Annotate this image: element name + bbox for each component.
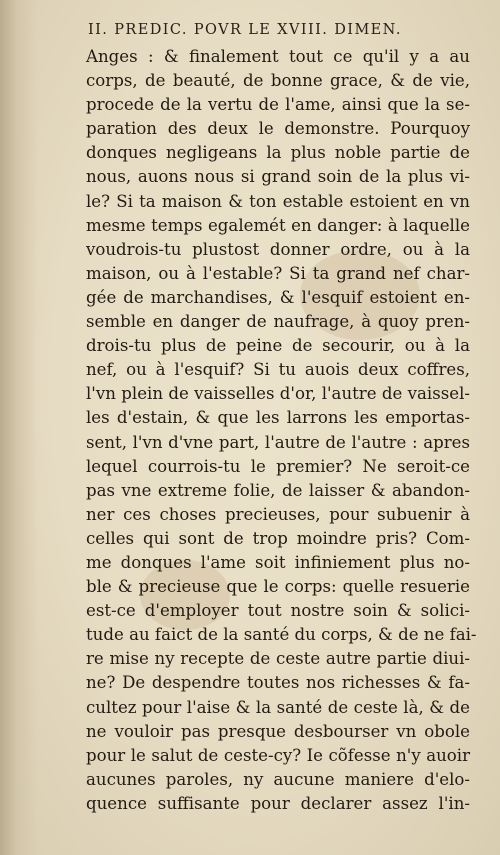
text-line: mesme temps egalemét en danger: à laquelle xyxy=(86,215,470,235)
text-line: re mise ny recepte de ceste autre partie diui- xyxy=(86,649,470,669)
page-body-text xyxy=(86,45,477,816)
text-line: lequel courrois-tu le premier? Ne seroit-ce xyxy=(86,456,470,476)
page-gutter-shadow xyxy=(0,0,38,855)
text-line: procede de la vertu de l'ame, ainsi que la se- xyxy=(86,95,470,115)
text-line: semble en danger de naufrage, à quoy pren- xyxy=(86,312,470,332)
running-header: II. PREDIC. POVR LE XVIII. DIMEN. xyxy=(88,22,402,38)
text-line: paration des deux le demonstre. Pourquoy xyxy=(86,119,470,139)
text-line: pas vne extreme folie, de laisser & abandon- xyxy=(86,480,470,500)
text-line: sent, l'vn d'vne part, l'autre de l'autre : apres xyxy=(86,432,470,452)
text-line: ne? De despendre toutes nos richesses & fa- xyxy=(86,673,470,693)
text-line: ble & precieuse que le corps: quelle resuerie xyxy=(86,577,470,597)
text-line: celles qui sont de trop moindre pris? Com- xyxy=(86,528,470,548)
text-line: drois-tu plus de peine de secourir, ou à la xyxy=(86,336,470,356)
text-line: pour le salut de ceste-cy? Ie cõfesse n'y auoir xyxy=(86,745,470,765)
text-line: l'vn plein de vaisselles d'or, l'autre de vaissel- xyxy=(86,384,470,404)
text-line: les d'estain, & que les larrons les emportas- xyxy=(86,408,470,428)
text-line: quence suffisante pour declarer assez l'in- xyxy=(86,793,470,813)
text-line: est-ce d'employer tout nostre soin & solici- xyxy=(86,601,470,621)
text-line: nef, ou à l'esquif? Si tu auois deux coffres, xyxy=(86,360,470,380)
text-line: donques negligeans la plus noble partie de xyxy=(86,143,470,163)
text-line: tude au faict de la santé du corps, & de ne fai- xyxy=(86,625,477,645)
text-line: cultez pour l'aise & la santé de ceste là, & de xyxy=(86,697,470,717)
text-line: nous, auons nous si grand soin de la plus vi- xyxy=(86,167,470,187)
text-line: aucunes paroles, ny aucune maniere d'elo- xyxy=(86,769,470,789)
text-line: me donques l'ame soit infiniement plus no- xyxy=(86,552,470,572)
text-line: gée de marchandises, & l'esquif estoient en- xyxy=(86,287,470,307)
text-line: ner ces choses precieuses, pour subuenir à xyxy=(86,504,470,524)
text-line: Anges : & finalement tout ce qu'il y a au xyxy=(86,47,470,66)
text-line: maison, ou à l'estable? Si ta grand nef char- xyxy=(86,263,470,283)
text-line: ne vouloir pas presque desbourser vn obole xyxy=(86,721,470,741)
text-line: corps, de beauté, de bonne grace, & de vie, xyxy=(86,71,470,91)
text-line: le? Si ta maison & ton estable estoient en vn xyxy=(86,191,470,211)
text-line: voudrois-tu plustost donner ordre, ou à la xyxy=(86,239,470,259)
